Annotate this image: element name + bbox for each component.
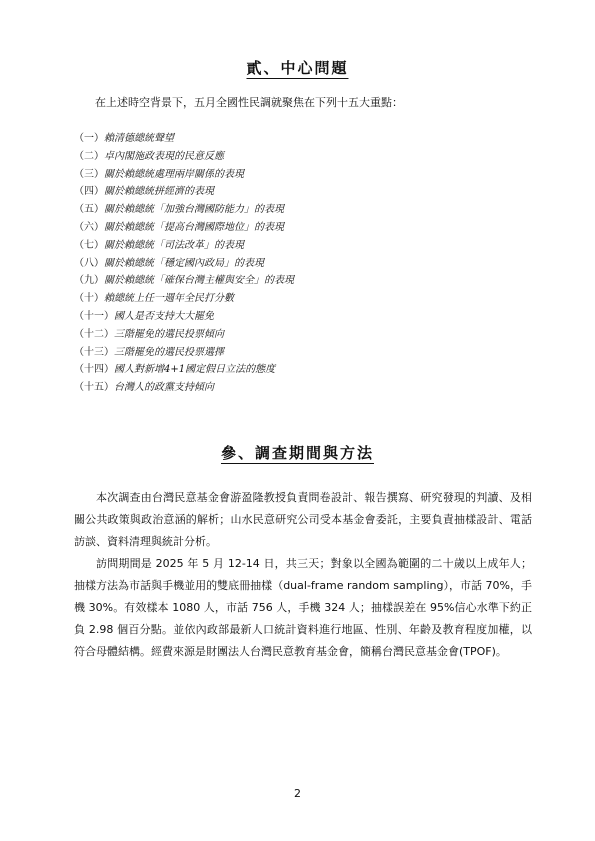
issue-number: （二） xyxy=(74,150,104,162)
issue-number: （八） xyxy=(74,257,104,269)
issue-text: 關於賴總統「確保台灣主權與安全」的表現 xyxy=(104,275,294,287)
page-number: 2 xyxy=(294,787,301,800)
issue-number: （十四） xyxy=(74,364,114,376)
issue-number: （五） xyxy=(74,204,104,216)
issue-number: （十五） xyxy=(74,382,114,394)
issue-list xyxy=(74,130,294,397)
issue-list-item xyxy=(74,361,294,379)
issue-text: 關於賴總統「提高台灣國際地位」的表現 xyxy=(104,221,284,233)
issue-text: 三階罷免的選民投票傾向 xyxy=(114,328,224,340)
issue-text: 關於賴總統「穩定國內政局」的表現 xyxy=(104,257,264,269)
section-heading-text: 貳、中心問題 xyxy=(246,59,349,77)
issue-list-item xyxy=(74,148,294,166)
issue-text: 關於賴總統「加強台灣國防能力」的表現 xyxy=(104,204,284,216)
section-heading-central-issues xyxy=(0,58,595,78)
issue-text: 關於賴總統拼經濟的表現 xyxy=(104,186,214,198)
issue-number: （四） xyxy=(74,186,104,198)
issue-text: 卓內閣施政表現的民意反應 xyxy=(104,150,224,162)
section-intro: 在上述時空背景下，五月全國性民調就聚焦在下列十五大重點： xyxy=(95,96,403,109)
issue-list-item xyxy=(74,237,294,255)
paragraph-survey-method: 訪問期間是 2025 年 5 月 12-14 日，共三天；對象以全國為範圍的二十歲以上成年人；抽樣方法為市話與手機並用的雙底冊抽樣（dual-frame random sampling），市話 70%，手機 30%。有效樣本 1080 人，市話 756 人，手機 324 人；抽樣誤差在 95%信心水準下約正負 2.98 個百分點。並依內政部最新人口統計資料進行地區、性別、年齡及教育程度加權，以符合母體結構。經費來源是財團法人台灣民意教育基金會，簡稱台灣民意基金會(TPOF)。 xyxy=(74,557,532,658)
issue-list-item xyxy=(74,130,294,148)
issue-text: 三階罷免的選民投票選擇 xyxy=(114,346,224,358)
issue-text: 台灣人的政黨支持傾向 xyxy=(114,382,214,394)
issue-text: 賴清德總統聲望 xyxy=(104,133,174,144)
issue-list-item xyxy=(74,272,294,290)
issue-number: （十三） xyxy=(74,346,114,358)
issue-number: （六） xyxy=(74,221,104,233)
issue-number: （七） xyxy=(74,239,104,251)
issue-text: 國人對新增4+1國定假日立法的態度 xyxy=(114,364,276,376)
issue-list-item xyxy=(74,183,294,201)
issue-list-item xyxy=(74,379,294,397)
issue-number: （十一） xyxy=(74,310,114,322)
issue-number: （三） xyxy=(74,168,104,180)
issue-text: 關於賴總統「司法改革」的表現 xyxy=(104,239,244,251)
issue-list-item xyxy=(74,344,294,362)
issue-list-item xyxy=(74,308,294,326)
issue-text: 賴總統上任一週年全民打分數 xyxy=(104,293,234,305)
issue-number: （九） xyxy=(74,275,104,287)
issue-list-item xyxy=(74,201,294,219)
issue-number: （十二） xyxy=(74,328,114,340)
section-heading-survey-method xyxy=(0,443,595,463)
issue-number: （十） xyxy=(74,293,104,305)
issue-list-item xyxy=(74,166,294,184)
issue-list-item xyxy=(74,255,294,273)
issue-list-item xyxy=(74,290,294,308)
issue-text: 關於賴總統處理兩岸關係的表現 xyxy=(104,168,244,180)
issue-number: （一） xyxy=(74,133,104,144)
paragraph-survey-team: 本次調查由台灣民意基金會游盈隆教授負責問卷設計、報告撰寫、研究發現的判讀、及相關公共政策與政治意涵的解析；山水民意研究公司受本基金會委託，主要負責抽樣設計、電話訪談、資料清理與統計分析。 xyxy=(74,491,532,548)
issue-text: 國人是否支持大大罷免 xyxy=(114,310,214,322)
issue-list-item xyxy=(74,326,294,344)
issue-list-item xyxy=(74,219,294,237)
section-heading-text: 參、調查期間與方法 xyxy=(220,444,374,462)
